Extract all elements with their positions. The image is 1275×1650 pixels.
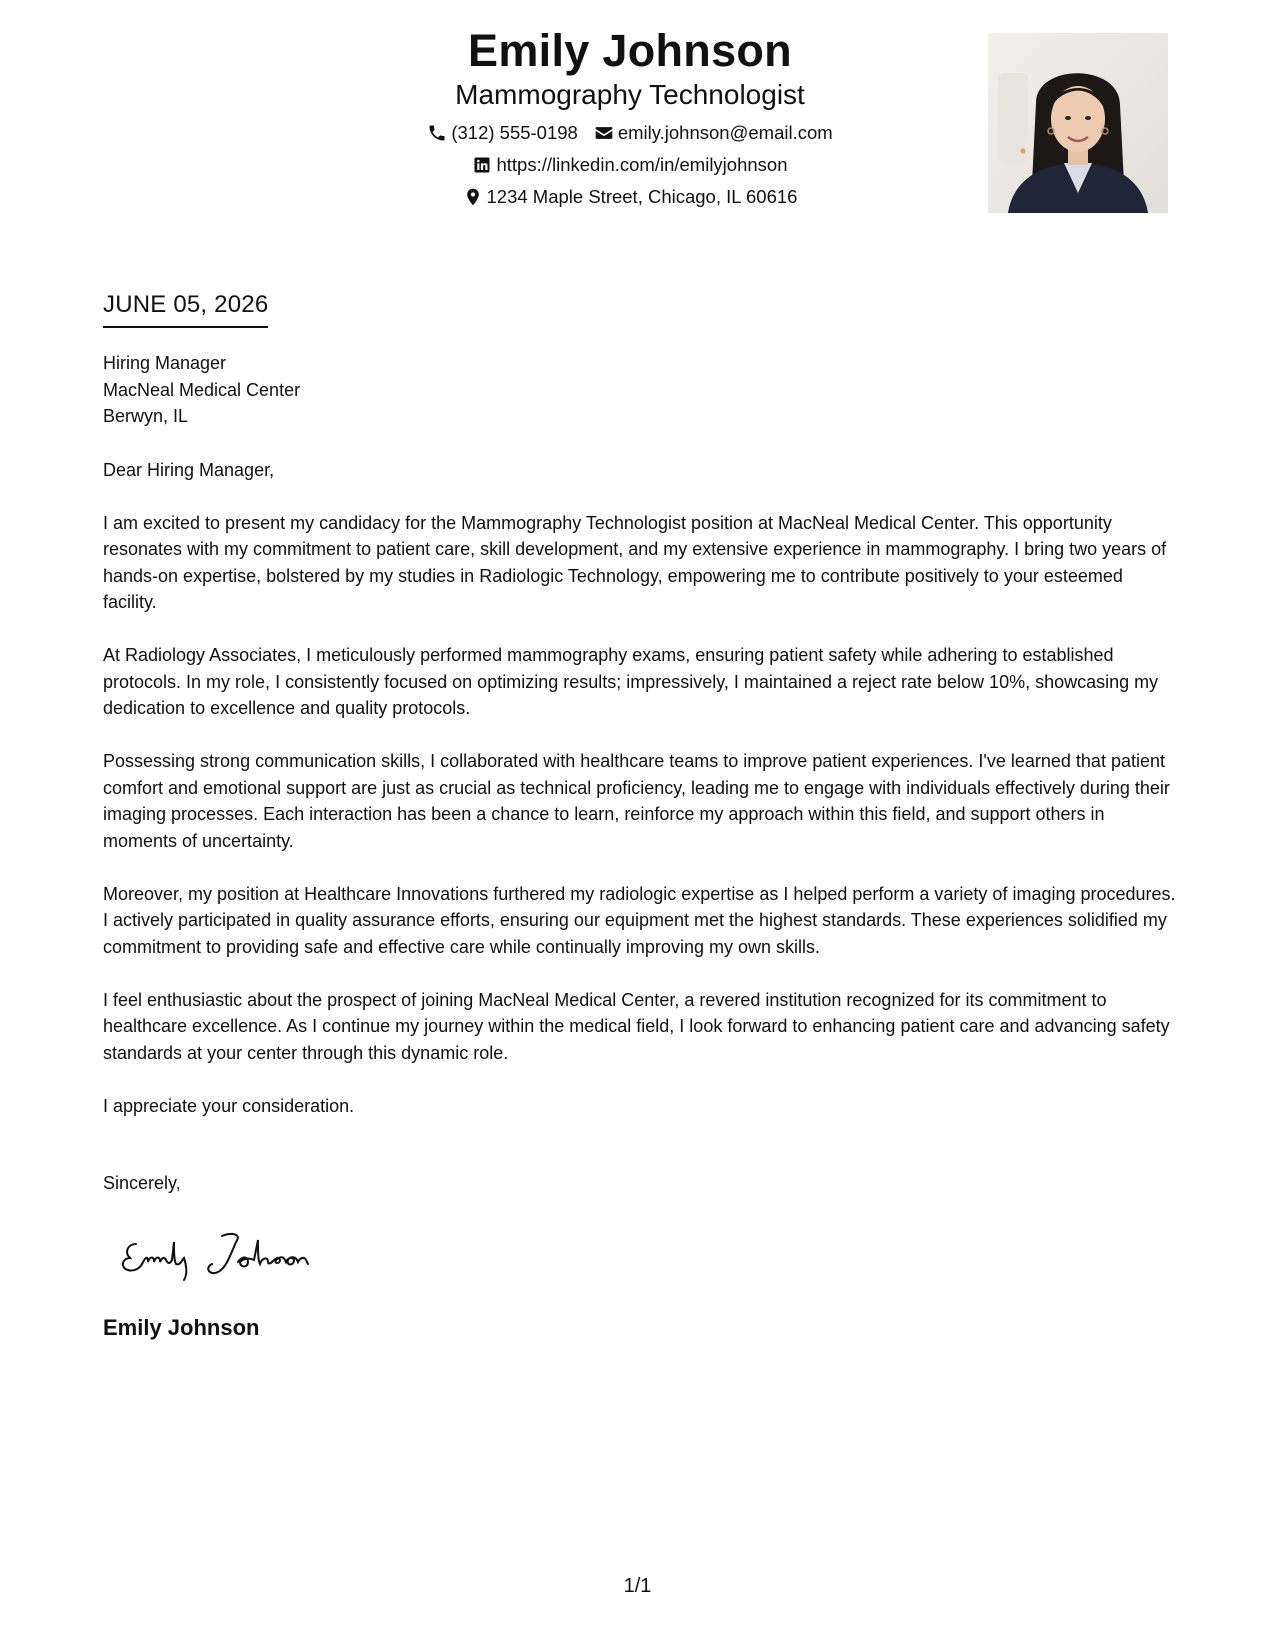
linkedin-url[interactable]: https://linkedin.com/in/emilyjohnson (496, 154, 788, 175)
body-paragraph: At Radiology Associates, I meticulously performed mammography exams, ensuring patient safety while adhering to established protocols. In my role, I consistently focused on optimizing results; impressively, I maintained a reject rate below 10%, showcasing my dedication to excellence and quality protocols. (103, 645, 1159, 718)
contact-phone (427, 122, 578, 144)
letter-date: JUNE 05, 2026 (103, 290, 268, 328)
linkedin-icon (472, 155, 492, 175)
profile-photo (988, 33, 1168, 213)
contact-row-address (300, 186, 960, 208)
signed-name: Emily Johnson (103, 1315, 260, 1340)
contact-email[interactable] (594, 122, 833, 144)
recipient-organization: MacNeal Medical Center (103, 379, 301, 400)
phone-icon (427, 123, 447, 143)
body-paragraph: I feel enthusiastic about the prospect of joining MacNeal Medical Center, a revered institution recognized for its commitment to healthcare excellence. As I continue my journey within the medical field, I look forward to enhancing patient care and advancing safety standards at your center through this dynamic role. (103, 989, 1170, 1063)
handwritten-signature (118, 1222, 358, 1282)
closing-thanks: I appreciate your consideration. (103, 1095, 355, 1116)
signoff: Sincerely, (103, 1173, 181, 1193)
body-paragraph: I am excited to present my candidacy for the Mammography Technologist position at MacNeal Medical Center. This opportunity resonates with my commitment to patient care, skill development, and my extensive experience in mammography. I bring two years of hands-on expertise, bolstered by my studies in Radiologic Technology, empowering me to contribute positively to your esteemed facility. (103, 512, 1167, 612)
letter-body (103, 457, 1178, 1119)
page-number: 1/1 (623, 1575, 652, 1597)
applicant-name: Emily Johnson (468, 25, 792, 76)
recipient-location: Berwyn, IL (103, 406, 189, 426)
contact-address (463, 186, 798, 208)
contact-row-linkedin (300, 154, 960, 176)
contact-linkedin[interactable] (472, 154, 787, 176)
email-address[interactable]: emily.johnson@email.com (617, 122, 833, 143)
map-pin-icon (463, 187, 483, 207)
salutation: Dear Hiring Manager, (103, 460, 275, 480)
phone-number: (312) 555-0198 (451, 122, 578, 143)
recipient-block (103, 350, 300, 430)
envelope-icon (594, 123, 614, 143)
street-address: 1234 Maple Street, Chicago, IL 60616 (486, 186, 798, 207)
body-paragraph: Possessing strong communication skills, I collaborated with healthcare teams to improve patient experiences. I've learned that patient comfort and emotional support are just as crucial as technical proficiency, leading me to engage with individuals effectively during their imaging processes. Each interaction has been a chance to learn, reinforce my approach within this field, and support others in moments of uncertainty. (103, 751, 1170, 851)
contact-row-phone-email (300, 122, 960, 144)
body-paragraph: Moreover, my position at Healthcare Innovations furthered my radiologic expertise as I helped perform a variety of imaging procedures. I actively participated in quality assurance efforts, ensuring our equipment met the highest standards. These experiences solidified my commitment to providing safe and effective care while continually improving my own skills. (103, 883, 1176, 957)
header (300, 24, 960, 208)
recipient-title: Hiring Manager (103, 353, 227, 373)
job-title: Mammography Technologist (455, 79, 805, 110)
